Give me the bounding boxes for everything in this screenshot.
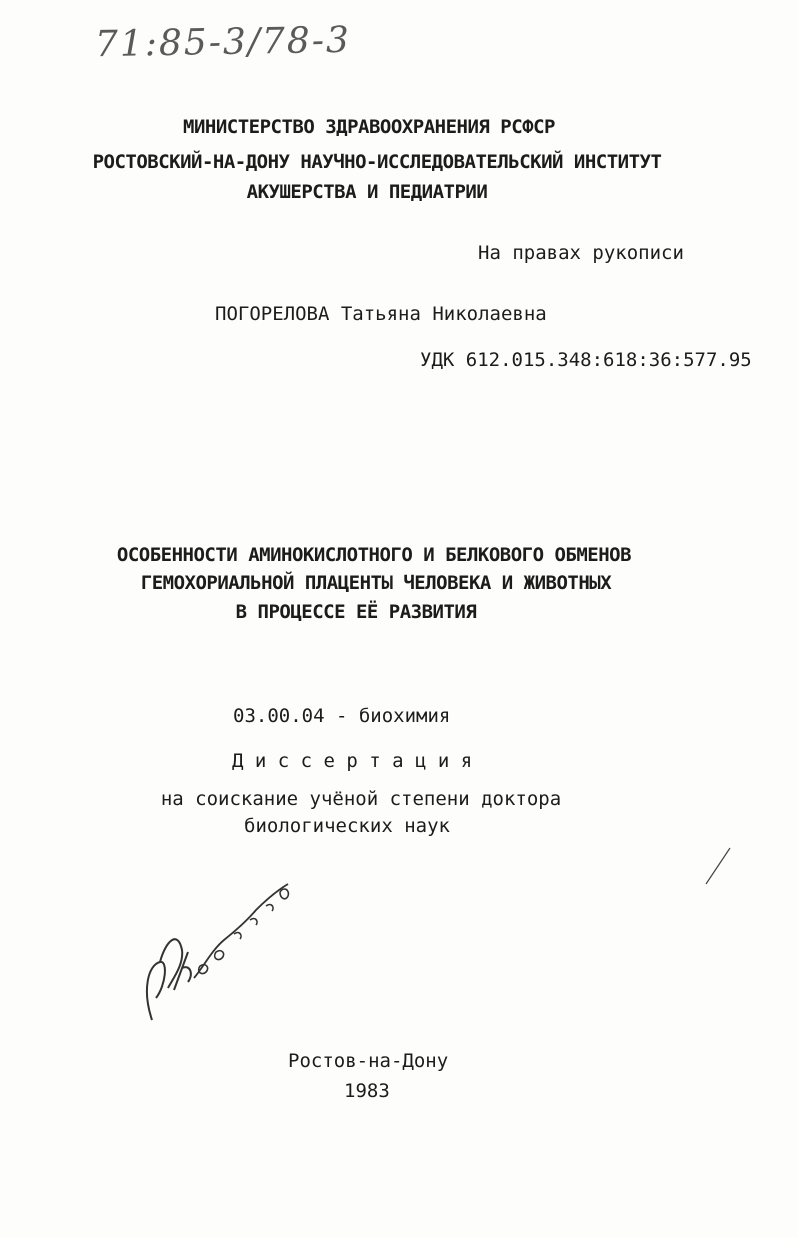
author-signature (138, 870, 308, 1030)
institute-line-1: РОСТОВСКИЙ-НА-ДОНУ НАУЧНО-ИССЛЕДОВАТЕЛЬСКИЙ ИНСТИТУТ (92, 151, 662, 173)
archive-code-handwritten: 71:85-3/78-3 (94, 19, 352, 66)
degree-line-2: биологических наук (244, 815, 450, 837)
title-line-1: ОСОБЕННОСТИ АМИНОКИСЛОТНОГО И БЕЛКОВОГО ОБМЕНОВ (116, 544, 632, 566)
title-line-2: ГЕМОХОРИАЛЬНОЙ ПЛАЦЕНТЫ ЧЕЛОВЕКА И ЖИВОТНЫХ (140, 572, 612, 594)
document-type: Д и с с е р т а ц и я (232, 750, 473, 772)
degree-line-1: на соискание учёной степени доктора (160, 788, 562, 810)
city: Ростов-на-Дону (288, 1050, 449, 1072)
ministry-header: МИНИСТЕРСТВО ЗДРАВООХРАНЕНИЯ РСФСР (183, 116, 555, 138)
manuscript-note: На правах рукописи (478, 242, 684, 264)
year: 1983 (344, 1080, 390, 1102)
specialty-code: 03.00.04 - биохимия (233, 705, 451, 727)
author-name: ПОГОРЕЛОВА Татьяна Николаевна (215, 303, 547, 325)
pen-mark (700, 840, 740, 890)
institute-line-2: АКУШЕРСТВА И ПЕДИАТРИИ (246, 181, 488, 203)
title-line-3: В ПРОЦЕССЕ ЕЁ РАЗВИТИЯ (235, 601, 477, 623)
udc-code: УДК 612.015.348:618:36:577.95 (420, 349, 752, 371)
